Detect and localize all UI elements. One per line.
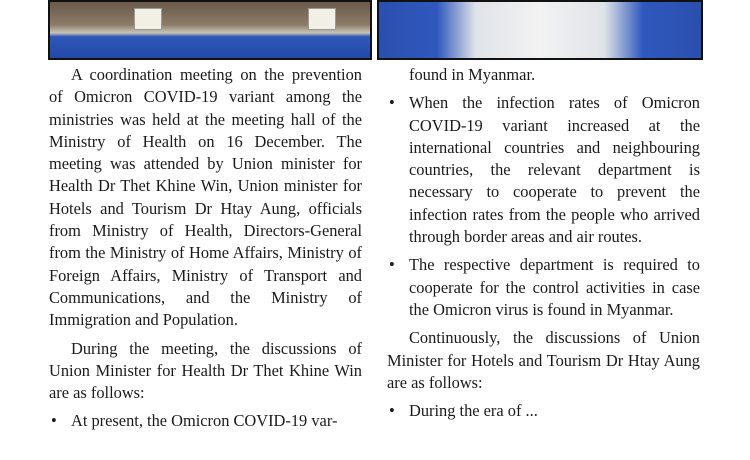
meeting-photo-right <box>377 0 703 60</box>
bullet-item: • When the infection rates of Omicron COVID-19 variant increased at the international countries and neighbouring countries, the relevant department is necessary to cooperate to prevent the infection rates from the people who arrived through border areas and air routes. <box>387 92 700 248</box>
article-column-left <box>49 64 362 433</box>
bullet-item: • The respective department is required to cooperate for the control activities in case the Omicron virus is found in Myanmar. <box>387 254 700 321</box>
discussion-intro-paragraph: During the meeting, the discussions of Union Minister for Health Dr Thet Khine Win are as follows: <box>49 338 362 403</box>
name-plate <box>134 8 162 30</box>
bullet-list <box>387 400 700 422</box>
intro-paragraph: A coordination meeting on the prevention of Omicron COVID-19 variant among the ministries was held at the meeting hall of the Ministry of Health on 16 December. The meeting was attended by Union minister for Health Dr Thet Khine Win, Union minister for Hotels and Tourism Dr Htay Aung, officials from Ministry of Health, Directors-General from the Ministry of Home Affairs, Ministry of Foreign Affairs, Ministry of Transport and Communications, and the Ministry of Immigration and Population. <box>49 65 362 330</box>
bullet-list <box>387 92 700 321</box>
article-column-right <box>387 64 700 422</box>
bullet-item: • During the era of ... <box>387 400 700 422</box>
bullet-item: • At present, the Omicron COVID-19 var- <box>49 410 362 432</box>
bullet-list <box>49 410 362 432</box>
continued-text: found in Myanmar. <box>409 65 536 84</box>
hotels-minister-paragraph: Continuously, the discussions of Union Minister for Hotels and Tourism Dr Htay Aung are as follows: <box>387 328 700 392</box>
name-plate <box>308 8 336 30</box>
meeting-photo-left <box>48 0 372 60</box>
